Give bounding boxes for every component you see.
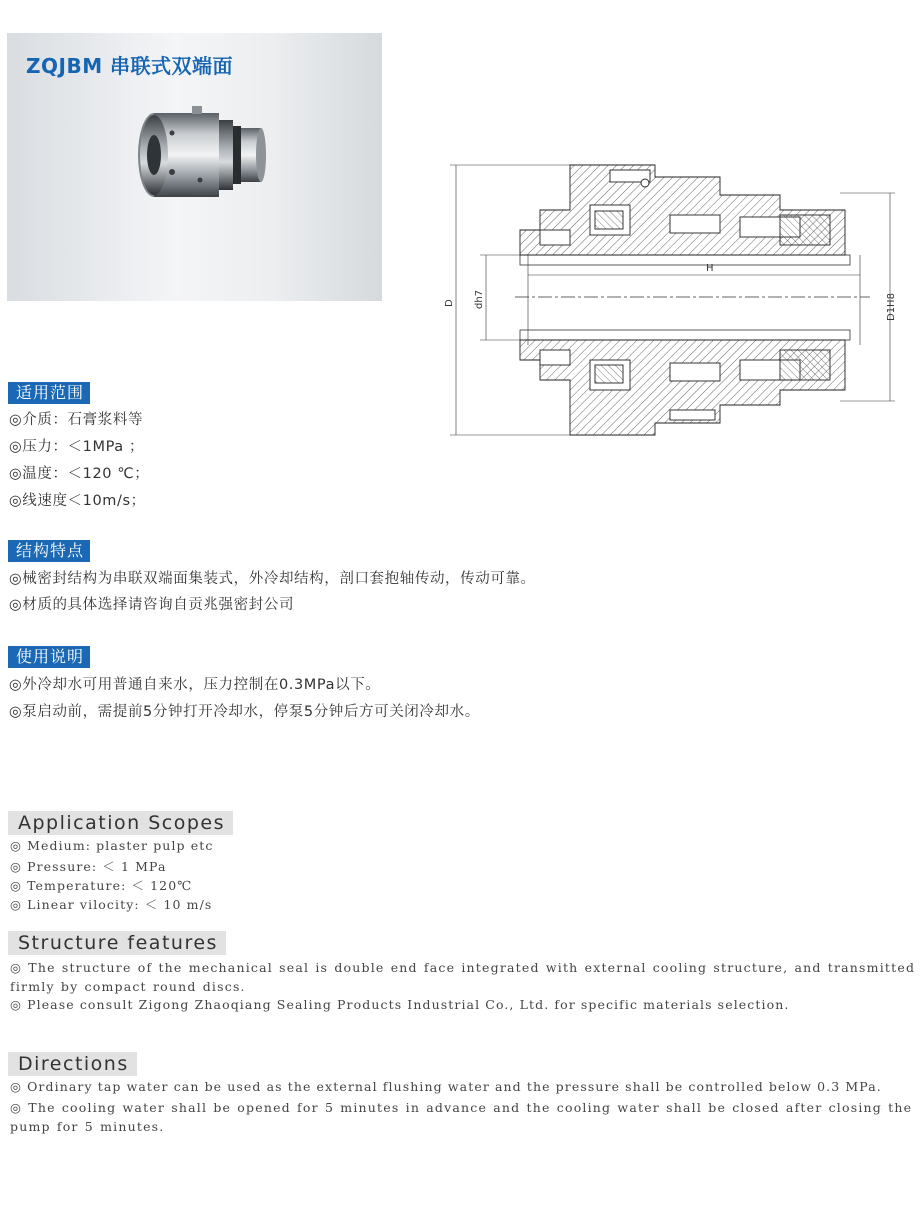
en-scope-item: ◎ Medium: plaster pulp etc [10,838,214,853]
dim-D-label: D [444,299,455,307]
cn-usage-item: ◎外冷却水可用普通自来水，压力控制在0.3MPa以下。 [9,677,381,693]
cn-usage-header: 使用说明 [8,646,90,668]
product-photo [132,100,272,210]
cross-section-drawing [440,155,910,445]
cn-scope-item: ◎压力：＜1MPa ； [9,439,145,455]
cn-scope-item: ◎温度：＜120 ℃； [9,466,150,482]
dim-D1H8-label: D1H8 [886,293,897,321]
dim-H-label: H [706,263,714,274]
cn-structure-header: 结构特点 [8,540,90,562]
en-structure-item: ◎ Please consult Zigong Zhaoqiang Sealing Products Industrial Co., Ltd. for specific materials selection. [10,997,790,1012]
en-scope-item: ◎ Temperature: ＜ 120℃ [10,878,193,893]
en-scope-header: Application Scopes [8,811,233,835]
cn-scope-item: ◎线速度＜10m/s； [9,493,146,509]
dim-dh7-label: dh7 [474,289,485,309]
en-scope-item: ◎ Pressure: ＜ 1 MPa [10,859,167,874]
cn-structure-item: ◎材质的具体选择请咨询自贡兆强密封公司 [9,597,295,613]
en-directions-item: ◎ The cooling water shall be opened for 5 minutes in advance and the cooling water shall be closed after closing the pump for 5 minutes. [10,1100,913,1134]
product-title: ZQJBM 串联式双端面 [26,54,234,78]
en-structure-item: ◎ The structure of the mechanical seal is double end face integrated with external cooling structure, and transmitted firmly by compact round discs. [10,960,916,994]
en-structure-header: Structure features [8,931,226,955]
en-scope-item: ◎ Linear vilocity: ＜ 10 m/s [10,897,213,912]
cn-structure-item: ◎械密封结构为串联双端面集装式，外冷却结构，剖口套抱轴传动，传动可靠。 [9,571,536,587]
cn-scope-item: ◎介质：石膏浆料等 [9,412,144,428]
cn-usage-item: ◎泵启动前，需提前5分钟打开冷却水，停泵5分钟后方可关闭冷却水。 [9,704,480,720]
en-directions-header: Directions [8,1052,137,1076]
cn-scope-header: 适用范围 [8,382,90,404]
en-directions-item: ◎ Ordinary tap water can be used as the external flushing water and the pressure shall be controlled below 0.3 MPa. [10,1079,882,1094]
